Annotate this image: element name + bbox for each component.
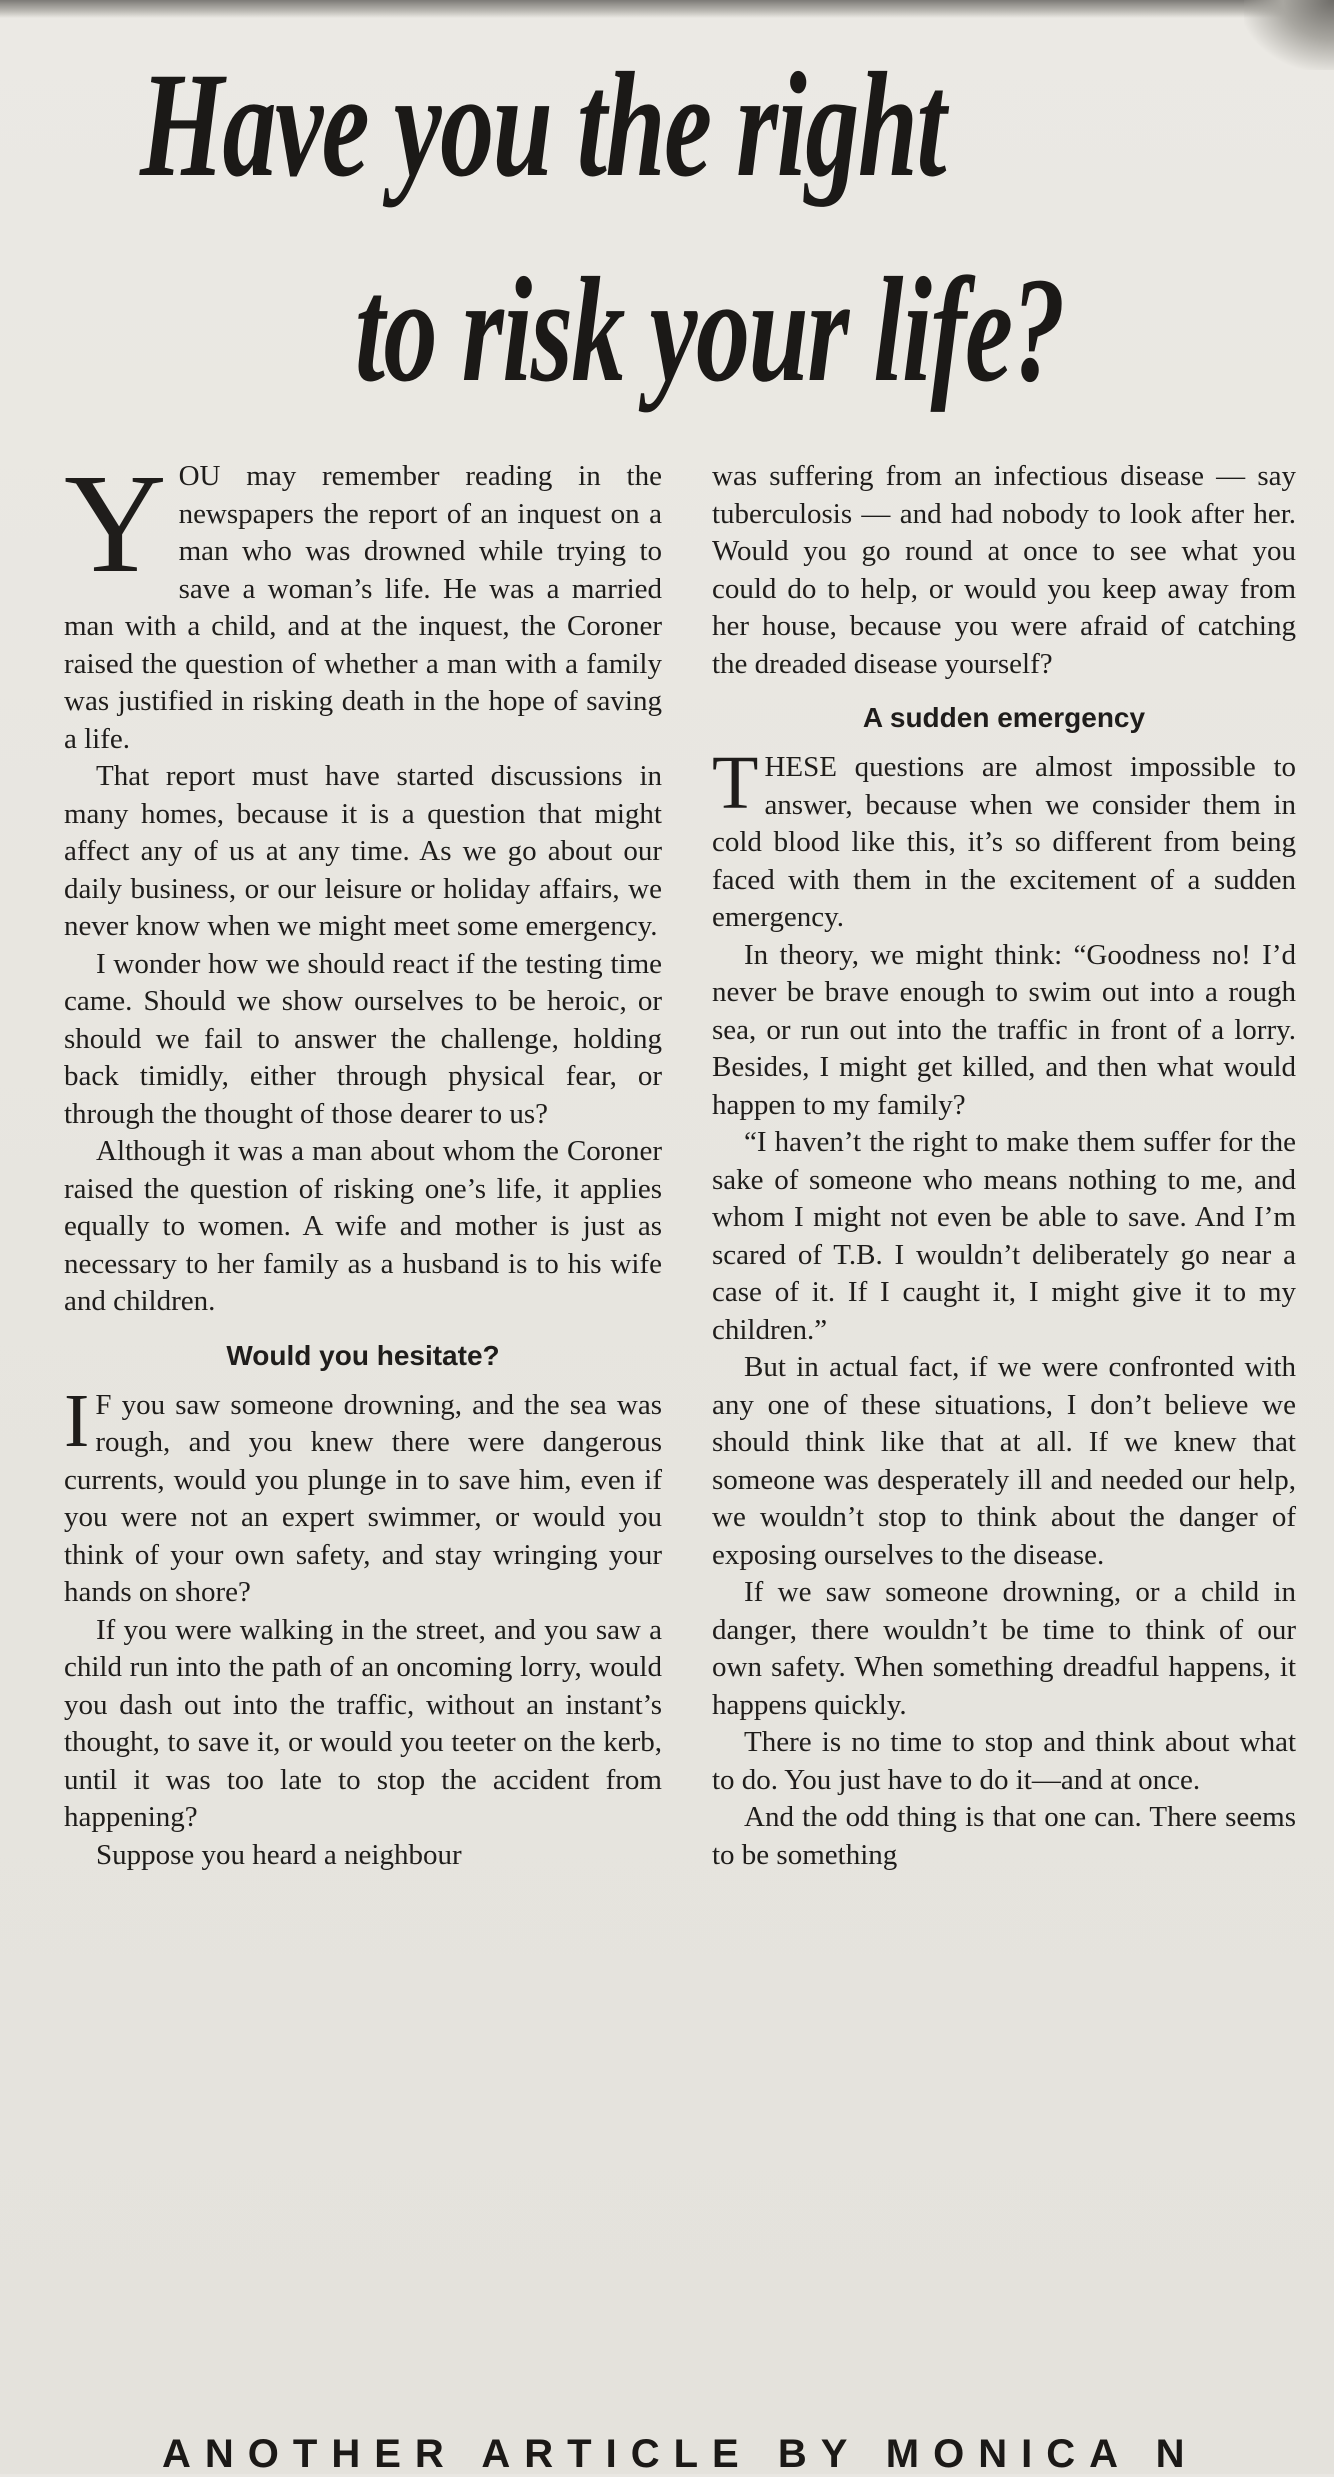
paragraph: If we saw someone drowning, or a child in danger, there wouldn’t be time to think of our own safety. When something dreadful happens, it happens quickly. xyxy=(712,1576,1296,1721)
paragraph-with-dropcap xyxy=(712,741,1296,937)
subheading-would-you-hesitate: Would you hesitate? xyxy=(226,1339,500,1371)
corner-shadow xyxy=(1244,0,1334,70)
subheading-a-sudden-emergency: A sudden emergency xyxy=(862,702,1146,733)
paragraph: was suffering from an infectious disease — say tuberculosis — and had nobody to look after her. Would you go round at once to see what you could do to help, or would you keep away from her house, because you were afraid of catching the dreaded disease yourself? xyxy=(712,460,1296,680)
intro-text: OU may remember reading in the newspapers the report of an inquest on a man who was drowned while trying to save a woman’s life. He was a married man with a child, and at the inquest, the Coroner raised the question of whether a man with a family was justified in risking death in the hope of saving a life. xyxy=(64,460,662,755)
paragraph: I wonder how we should react if the testing time came. Should we show ourselves to be heroic, or should we fail to answer the challenge, holding back timidly, either through physical fear, or through the thought of those dearer to us? xyxy=(64,947,662,1130)
paragraph: If you were walking in the street, and you saw a child run into the path of an oncoming lorry, would you dash out into the traffic, without an instant’s thought, to save it, or would you teeter on the kerb, until it was too late to stop the accident from happening? xyxy=(64,1613,662,1833)
footer-byline: ANOTHER ARTICLE BY MONICA N xyxy=(162,2432,1199,2476)
top-edge-shadow xyxy=(0,0,1334,18)
paragraph: Although it was a man about whom the Coroner raised the question of risking one’s life, it applies equally to women. A wife and mother is just as necessary to her family as a husband is to his wife and children. xyxy=(64,1135,662,1317)
paragraph: In theory, we might think: “Goodness no! I’d never be brave enough to swim out into a rough sea, or run out into the traffic in front of a lorry. Besides, I might get killed, and then what would happen to my family? xyxy=(712,938,1296,1121)
paragraph-with-dropcap xyxy=(64,1378,662,1612)
left-column xyxy=(64,444,662,1874)
drop-cap-t: T xyxy=(712,741,759,825)
paragraph: Suppose you heard a neighbour xyxy=(96,1838,462,1871)
paragraph: But in actual fact, if we were confronted with any one of these situations, I don’t believe we should think like that at all. If we knew that someone was desperately ill and needed our help, we wouldn’t stop to think about the danger of exposing ourselves to the disease. xyxy=(712,1351,1296,1571)
paragraph: “I haven’t the right to make them suffer for the sake of someone who means nothing to me, and whom I might not even be able to save. And I’m scared of T.B. I wouldn’t deliberately go near a case of it. If I caught it, I might give it to my children.” xyxy=(712,1126,1296,1346)
headline-line-2: to risk your life? xyxy=(355,247,1065,413)
paragraph-text: HESE questions are almost impossible to answer, because when we consider them in cold blood like this, it’s so different from being faced with them in the excitement of a sudden emergency. xyxy=(712,751,1296,933)
paragraph-text: F you saw someone drowning, and the sea was rough, and you knew there were dangerous currents, would you plunge in to save him, even if you were not an expert swimmer, or would you think of your own safety, and stay wringing your hands on shore? xyxy=(64,1388,662,1608)
headline-line-1: Have you the right xyxy=(140,42,946,208)
paragraph: That report must have started discussions in many homes, because it is a question that might affect any of us at any time. As we go about our daily business, or our leisure or holiday affairs, we never know when we might meet some emergency. xyxy=(64,760,662,942)
paragraph: There is no time to stop and think about what to do. You just have to do it—and at once. xyxy=(712,1726,1296,1796)
drop-cap-i: I xyxy=(64,1378,90,1463)
drop-cap-y: Y xyxy=(64,444,167,602)
right-column xyxy=(712,458,1296,1874)
paragraph: And the odd thing is that one can. There seems to be something xyxy=(712,1801,1296,1871)
intro-paragraph xyxy=(64,444,662,758)
